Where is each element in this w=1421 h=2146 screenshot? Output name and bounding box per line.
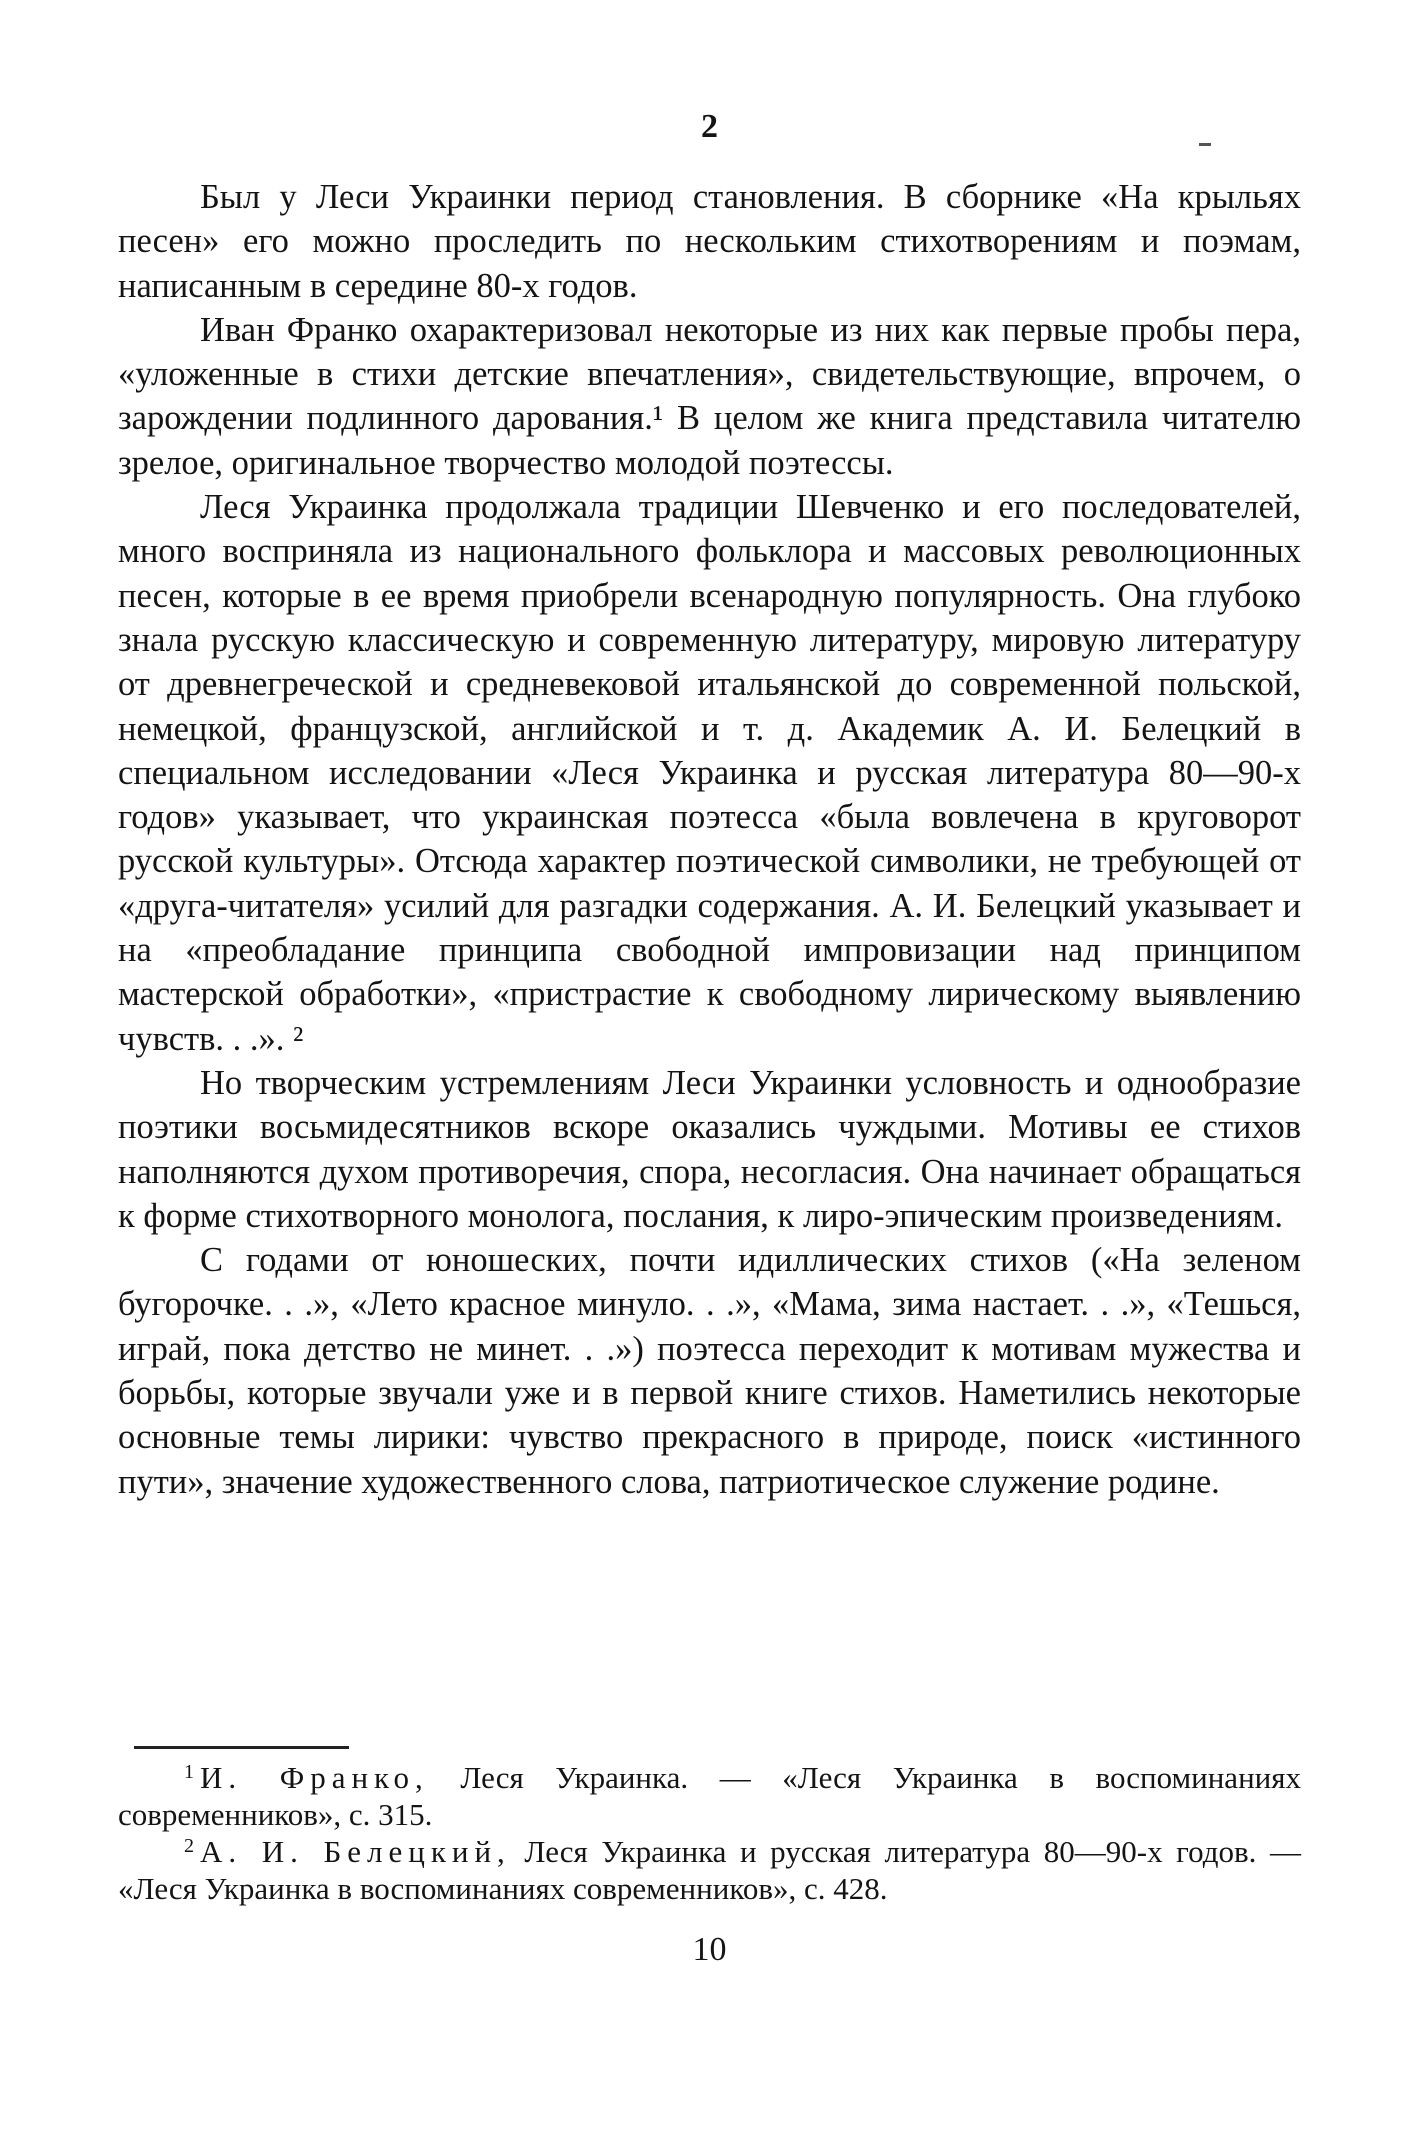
page-signature-number: 2: [701, 108, 718, 145]
footnote-divider: [134, 1746, 349, 1749]
paragraph: Но творческим устремлениям Леси Украинки условность и однообразие поэтики восьмидесятников вскоре оказались чуждыми. Мотивы ее стихов наполняются духом противоречия, спора, несогласия. Она начинает обращаться к форме стихотворного монолога, послания, к лиро-эпическим произведениям.: [118, 1063, 1301, 1235]
paragraph: Был у Леси Украинки период становления. В сборнике «На крыльях песен» его можно проследить по нескольким стихотворениям и поэмам, написанным в середине 80-х годов.: [118, 178, 1301, 305]
footnote-author: И. Франко,: [200, 1760, 429, 1795]
footnote-author: А. И. Белецкий,: [200, 1834, 511, 1869]
paragraph: Леся Украинка продолжала традиции Шевченко и его последователей, много восприняла из национального фольклора и массовых революционных песен, которые в ее время приобрели всенародную популярность. Она глубоко знала русскую классическую и современную литературу, мировую литературу от древнегреческой и средневековой итальянской до современной польской, немецкой, французской, английской и т. д. Академик А. И. Белецкий в специальном исследовании «Леся Украинка и русская литература 80—90-х годов» указывает, что украинская поэтесса «была вовлечена в круговорот русской культуры». Отсюда характер поэтической символики, не требующей от «друга-читателя» усилий для разгадки содержания. А. И. Белецкий указывает и на «преобладание принципа свободной импровизации над принципом мастерской обработки», «пристрастие к свободному лирическому выявлению чувств. . .». ²: [118, 488, 1301, 1058]
print-mark: [1199, 143, 1211, 146]
footnote: [118, 1759, 1301, 1833]
footnote: [118, 1833, 1301, 1907]
page-number: 10: [692, 1931, 727, 1968]
footnote-marker: 2: [184, 1835, 194, 1857]
footnote-marker: 1: [184, 1761, 194, 1783]
paragraph: С годами от юношеских, почти идиллических стихов («На зеленом бугорочке. . .», «Лето красное минуло. . .», «Мама, зима настает. . .», «Тешься, играй, пока детство не минет. . .») поэтесса переходит к мотивам мужества и борьбы, которые звучали уже и в первой книге стихов. Наметились некоторые основные темы лирики: чувство прекрасного в природе, поиск «истинного пути», значение художественного слова, патриотическое служение родине.: [118, 1241, 1301, 1501]
paragraph: Иван Франко охарактеризовал некоторые из них как первые пробы пера, «уложенные в стихи детские впечатления», свидетельствующие, впрочем, о зарождении подлинного дарования.¹ В целом же книга представила читателю зрелое, оригинальное творчество молодой поэтессы.: [118, 310, 1301, 482]
footnote-text: Леся Украинка. — «Леся Украинка в воспоминаниях современников», с. 315.: [118, 1760, 1302, 1832]
footnote-text: Леся Украинка и русская литература 80—90-х годов. — «Леся Украинка в воспоминаниях современников», с. 428.: [118, 1834, 1301, 1906]
footnotes: [118, 1759, 1301, 1907]
main-text: [118, 175, 1301, 1504]
